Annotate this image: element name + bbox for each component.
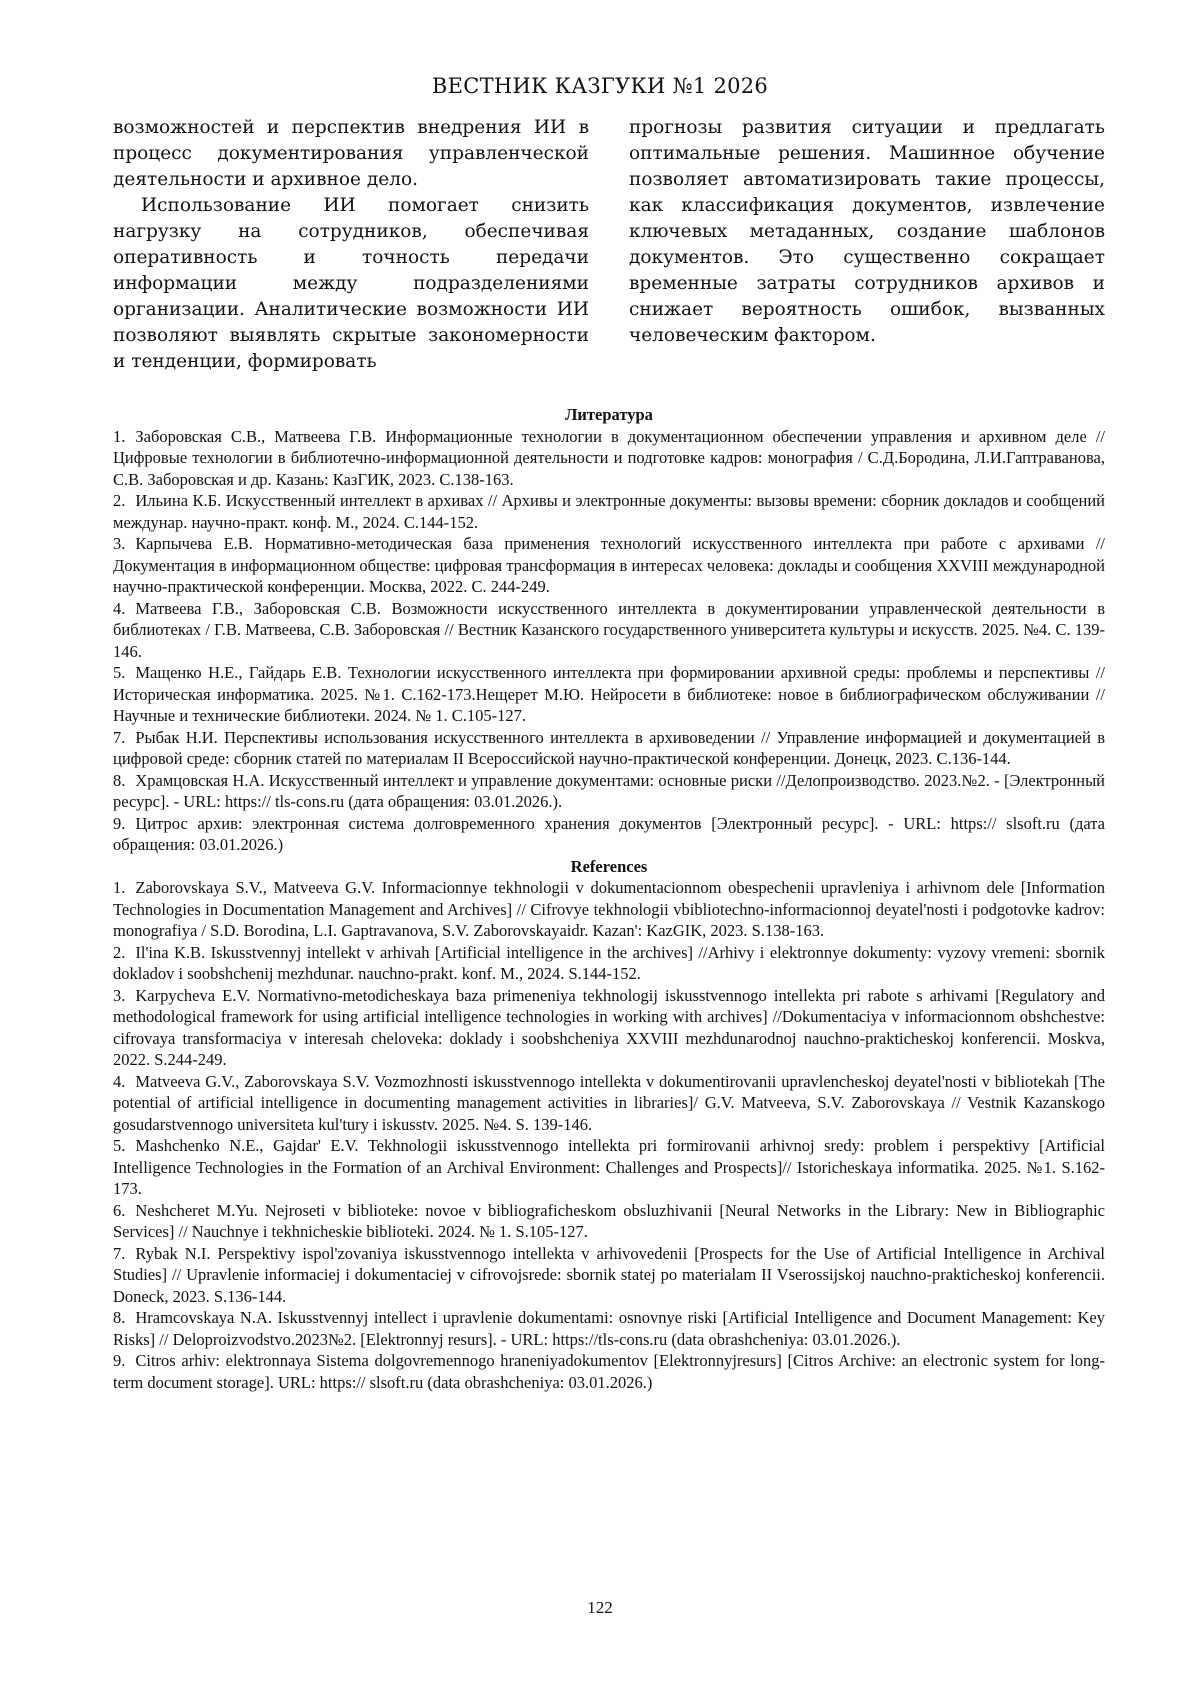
item-text: Карпычева Е.В. Нормативно-методическая база применения технологий искусственного интеллекта при работе с архивами // Документация в информационном обществе: цифровая трансформация в интересах человека: доклады и сообщения XXVIII международной научно-практической конференции. Москва, 2022. С. 244-249. xyxy=(113,534,1105,596)
item-number: 2. xyxy=(113,942,126,962)
reference-item xyxy=(113,1200,1105,1243)
page-number: 122 xyxy=(587,1598,613,1617)
item-number: 7. xyxy=(113,1243,126,1263)
reference-item xyxy=(113,1135,1105,1200)
item-text: Karpycheva E.V. Normativno-metodicheskaya baza primeneniya tekhnologij iskusstvennogo intellekta pri rabote s arhivami [Regulatory and methodological framework for using artificial intelligence technologies in working with archives] //Dokumentaciya v informacionnom obshchestve: cifrovaya transformaciya v interesah cheloveka: doklady i soobshcheniya XXVIII mezhdunarodnoj nauchno-prakticheskoj konferencii. Moskva, 2022. S.244-249. xyxy=(113,985,1105,1069)
literature-item xyxy=(113,662,1105,727)
reference-item xyxy=(113,877,1105,942)
item-text: Citros arhiv: elektronnaya Sistema dolgovremennogo hraneniyadokumentov [Elektronnyjresurs] [Citros Archive: an electronic system for long-term document storage]. URL: https:// slsoft.ru (data obrashcheniya: 03.01.2026.) xyxy=(113,1351,1105,1392)
reference-item xyxy=(113,985,1105,1071)
item-number: 6. xyxy=(113,1200,126,1220)
item-text: Zaborovskaya S.V., Matveeva G.V. Informacionnye tekhnologii v dokumentacionnom obespechenii upravleniya i arhivnom dele [Information Technologies in Documentation Management and Archives] // Cifrovye tekhnologii vbibliotechno-informacionnoj deyatel'nosti i podgotovke kadrov: monografiya / S.D. Borodina, L.I. Gaptravanova, S.V. Zaborovskayaidr. Kazan': KazGIK, 2023. S.138-163. xyxy=(113,878,1105,940)
item-text: Neshcheret M.Yu. Nejroseti v biblioteke: novoe v bibliograficheskom obsluzhivanii [Neural Networks in the Library: New in Bibliographic Services] // Nauchnye i tekhnicheskie biblioteki. 2024. № 1. S.105-127. xyxy=(113,1200,1105,1241)
item-number: 8. xyxy=(113,1308,126,1327)
literature-item xyxy=(113,533,1105,598)
item-number: 7. xyxy=(113,727,126,747)
reference-item xyxy=(113,1243,1105,1308)
running-header: ВЕСТНИК КАЗГУКИ №1 2026 xyxy=(431,74,769,98)
body-columns xyxy=(113,115,1105,375)
item-number: 9. xyxy=(113,1351,126,1370)
reference-item xyxy=(113,942,1105,985)
literature-item xyxy=(113,813,1105,856)
item-text: Hramcovskaya N.A. Iskusstvennyj intellect i upravlenie dokumentami: osnovnye riski [Artificial Intelligence and Document Management: Key Risks] // Deloproizvodstvo.2023№2. [Elektronnyj resurs]. - URL: https://tls-cons.ru (data obrashcheniya: 03.01.2026.). xyxy=(113,1308,1105,1349)
item-number: 1. xyxy=(113,426,126,446)
item-text: Matveeva G.V., Zaborovskaya S.V. Vozmozhnosti iskusstvennogo intellekta v dokumentirovanii upravlencheskoj deyatel'nosti v bibliotekah [The potential of artificial intelligence in documenting management activities in libraries]/ G.V. Matveeva, S.V. Zaborovskaya // Vestnik Kazanskogo gosudarstvennogo universiteta kul'tury i iskusstv. 2025. №4. S. 139-146. xyxy=(113,1071,1105,1134)
literature-item xyxy=(113,727,1105,770)
item-number: 4. xyxy=(113,1071,126,1091)
references-heading: References xyxy=(570,856,648,876)
item-text: Храмцовская Н.А. Искусственный интеллект и управление документами: основные риски //Делопроизводство. 2023.№2. - [Электронный ресурс]. - URL: https:// tls-cons.ru (дата обращения: 03.01.2026.). xyxy=(113,770,1105,811)
item-number: 3. xyxy=(113,534,126,553)
item-text: Ильина К.Б. Искусственный интеллект в архивах // Архивы и электронные документы: вызовы времени: сборник докладов и сообщений междунар. научно-практ. конф. М., 2024. С.144-152. xyxy=(113,491,1105,532)
item-text: Цитрос архив: электронная система долговременного хранения документов [Электронный ресурс]. - URL: https:// slsoft.ru (дата обращения: 03.01.2026.) xyxy=(113,813,1105,854)
item-text: Матвеева Г.В., Заборовская С.В. Возможности искусственного интеллекта в документировании управленческой деятельности в библиотеках / Г.В. Матвеева, С.В. Заборовская // Вестник Казанского государственного университета культуры и искусств. 2025. №4. С. 139-146. xyxy=(113,598,1105,661)
item-text: Rybak N.I. Perspektivy ispol'zovaniya iskusstvennogo intellekta v arhivovedenii [Prospects for the Use of Artificial Intelligence in Archival Studies] // Upravlenie informaciej i dokumentaciej v cifrovojsrede: sbornik statej po materialam II Vserossijskoj nauchno-prakticheskoj konferencii. Doneck, 2023. S.136-144. xyxy=(113,1243,1105,1306)
literature-list xyxy=(113,426,1105,856)
item-text: Рыбак Н.И. Перспективы использования искусственного интеллекта в архивоведении // Управление информацией и документацией в цифровой среде: сборник статей по материалам II Всероссийской научно-практической конференции. Донецк, 2023. С.136-144. xyxy=(113,727,1105,768)
paragraph: Использование ИИ помогает снизить нагрузку на сотрудников, обеспечивая оперативность и точность передачи информации между подразделениями организации. Аналитические возможности ИИ позволяют выявлять скрытые закономерности и тенденции, формировать xyxy=(113,195,589,372)
literature-item xyxy=(113,598,1105,663)
item-number: 4. xyxy=(113,598,126,618)
item-text: Il'ina K.B. Iskusstvennyj intellekt v arhivah [Artificial intelligence in the archives] //Arhivy i elektronnye dokumenty: vyzovy vremeni: sbornik dokladov i soobshchenij mezhdunar. nauchno-prakt. konf. M., 2024. S.144-152. xyxy=(113,942,1105,983)
left-column xyxy=(113,115,589,375)
item-text: Мащенко Н.Е., Гайдарь Е.В. Технологии искусственного интеллекта при формировании архивной среды: проблемы и перспективы // Историческая информатика. 2025. №1. С.162-173.Нещерет М.Ю. Нейросети в библиотеке: новое в библиографическом обслуживании // Научные и технические библиотеки. 2024. № 1. С.105-127. xyxy=(113,663,1105,725)
item-text: Mashchenko N.E., Gajdar' E.V. Tekhnologii iskusstvennogo intellekta pri formirovanii arhivnoj sredy: problem i perspektivy [Artificial Intelligence Technologies in the Formation of an Archival Environment: Challenges and Prospects]// Istoricheskaya informatika. 2025. №1. S.162-173. xyxy=(113,1136,1105,1198)
paragraph: прогнозы развития ситуации и предлагать оптимальные решения. Машинное обучение позволяет автоматизировать такие процессы, как классификация документов, извлечение ключевых метаданных, создание шаблонов документов. Это существенно сокращает временные затраты сотрудников архивов и снижает вероятность ошибок, вызванных человеческим фактором. xyxy=(629,117,1105,346)
literature-heading: Литература xyxy=(565,405,653,424)
item-text: Заборовская С.В., Матвеева Г.В. Информационные технологии в документационном обеспечении управления и архивном деле // Цифровые технологии в библиотечно-информационной деятельности и подготовке кадров: монография / С.Д.Бородина, Л.И.Гаптраванова, С.В. Заборовская и др. Казань: КазГИК, 2023. С.138-163. xyxy=(113,426,1105,489)
literature-item xyxy=(113,770,1105,813)
reference-item xyxy=(113,1071,1105,1136)
right-column xyxy=(629,115,1105,375)
reference-item xyxy=(113,1307,1105,1350)
paragraph: возможностей и перспектив внедрения ИИ в процесс документирования управленческой деятельности и архивное дело. xyxy=(113,117,589,190)
literature-item xyxy=(113,490,1105,533)
item-number: 5. xyxy=(113,1136,126,1155)
references-list xyxy=(113,877,1105,1393)
item-number: 9. xyxy=(113,813,126,833)
reference-item xyxy=(113,1350,1105,1393)
item-number: 5. xyxy=(113,663,126,682)
item-number: 2. xyxy=(113,491,126,510)
literature-item xyxy=(113,426,1105,491)
item-number: 1. xyxy=(113,878,126,897)
bibliography xyxy=(113,404,1105,1393)
item-number: 8. xyxy=(113,770,126,790)
item-number: 3. xyxy=(113,985,126,1005)
